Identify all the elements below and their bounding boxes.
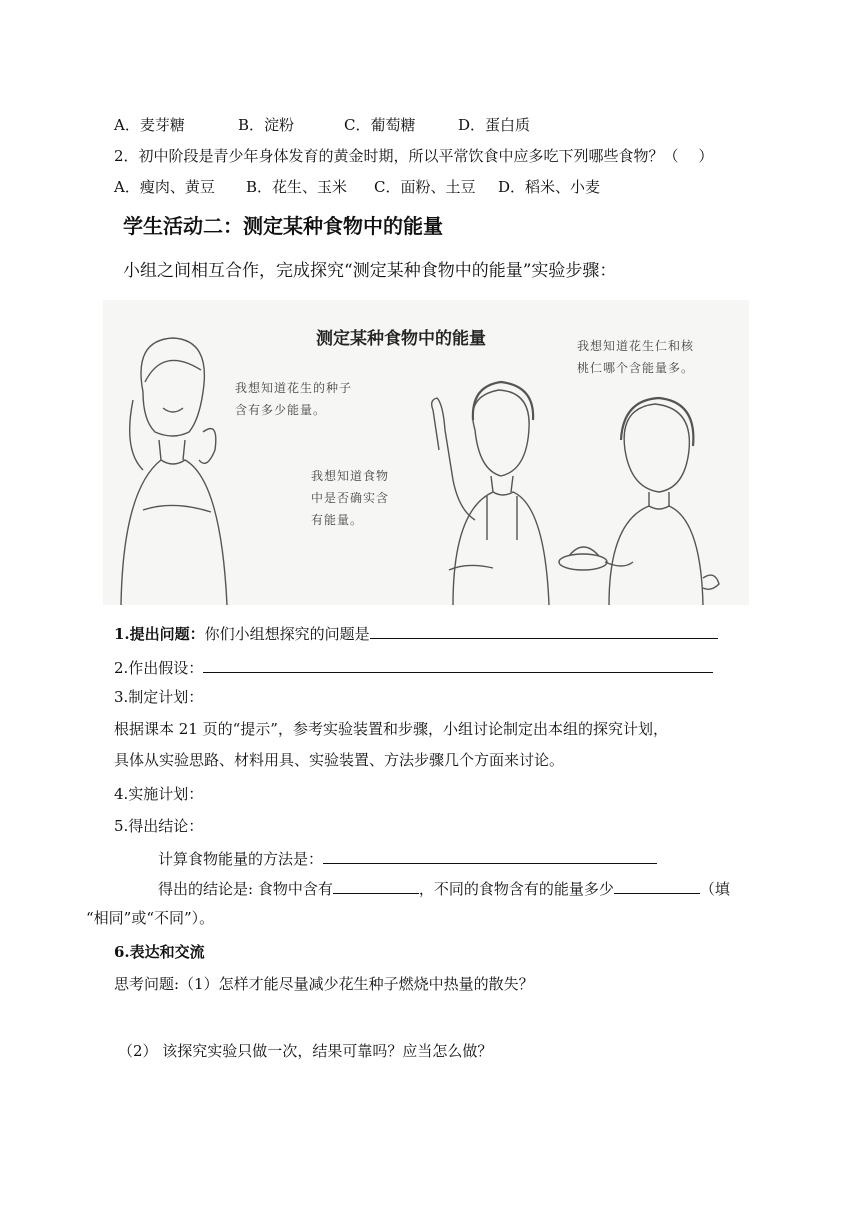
- q2-options: [114, 176, 600, 198]
- step5-method-blank[interactable]: [323, 847, 657, 864]
- bubble2-line1: 我想知道食物: [311, 469, 390, 483]
- step5-method: [158, 847, 657, 870]
- step5-blank-same-diff[interactable]: [614, 877, 700, 894]
- step5-conclusion-a: 得出的结论是: 食物中含有: [158, 880, 333, 898]
- activity-title: 学生活动二：测定某种食物中的能量: [123, 214, 443, 238]
- bubble1-line1: 我想知道花生的种子: [235, 381, 353, 395]
- step6-question1: 思考问题:（1）怎样才能尽量减少花生种子燃烧中热量的散失？: [114, 975, 534, 993]
- figure-title: 测定某种食物中的能量: [316, 329, 486, 349]
- step1-text: 你们小组想探究的问题是: [204, 625, 370, 643]
- step6-question2: （2） 该探究实验只做一次，结果可靠吗？应当怎么做？: [118, 1042, 493, 1060]
- q1-option-c: C．葡萄糖: [344, 116, 416, 134]
- step5-conclusion-b: ，不同的食物含有的能量多少: [418, 880, 614, 898]
- girl-left-drawing: [121, 338, 227, 605]
- q2-option-d: D．稻米、小麦: [498, 178, 601, 196]
- step5-method-text: 计算食物能量的方法是：: [158, 850, 324, 868]
- q1-option-b: B．淀粉: [238, 116, 295, 134]
- step3-line1: 根据课本 21 页的“提示”，参考实验装置和步骤，小组讨论制定出本组的探究计划，: [114, 720, 668, 738]
- bubble3-line1: 我想知道花生仁和核: [577, 339, 695, 353]
- step3-label-text: 3.制定计划：: [114, 688, 204, 706]
- girl-right-drawing: [559, 398, 719, 605]
- step5-conclusion: [158, 877, 730, 900]
- bubble3-line2: 桃仁哪个含能量多。: [577, 361, 695, 375]
- step2-label: 2.作出假设：: [114, 659, 204, 677]
- q2-option-c: C．面粉、土豆: [374, 178, 476, 196]
- bubble2-line2: 中是否确实含: [311, 491, 390, 505]
- step2-answer-blank[interactable]: [203, 656, 713, 673]
- step2: [114, 656, 713, 679]
- bubble2-line3: 有能量。: [311, 513, 364, 527]
- step4-label: 4.实施计划：: [114, 785, 204, 803]
- q2-option-b: B．花生、玉米: [246, 178, 348, 196]
- q2-option-a: A．瘦肉、黄豆: [114, 178, 215, 196]
- step5-conclusion-end: “相同”或“不同”）。: [86, 909, 215, 927]
- q1-option-d: D．蛋白质: [458, 116, 531, 134]
- step3-line2: 具体从实验思路、材料用具、实验装置、方法步骤几个方面来讨论。: [114, 751, 565, 769]
- q2-question: 2．初中阶段是青少年身体发育的黄金时期，所以平常饮食中应多吃下列哪些食物？（ ）: [114, 147, 714, 165]
- step3-label: [114, 686, 203, 708]
- step1: [114, 622, 718, 645]
- step6-label: 6.表达和交流: [114, 943, 205, 961]
- bubble1-line2: 含有多少能量。: [235, 403, 327, 417]
- step5-label: 5.得出结论：: [114, 817, 204, 835]
- step1-label: 1.提出问题：: [114, 625, 205, 643]
- activity-intro: 小组之间相互合作，完成探究“测定某种食物中的能量”实验步骤：: [123, 261, 617, 281]
- step1-answer-blank[interactable]: [370, 622, 718, 639]
- illustration: [103, 300, 749, 605]
- q1-option-a: A．麦芽糖: [114, 116, 185, 134]
- boy-center-drawing: [432, 382, 549, 605]
- step5-blank-energy[interactable]: [333, 877, 419, 894]
- step5-conclusion-c: （填: [699, 880, 730, 898]
- q1-options: [114, 114, 530, 136]
